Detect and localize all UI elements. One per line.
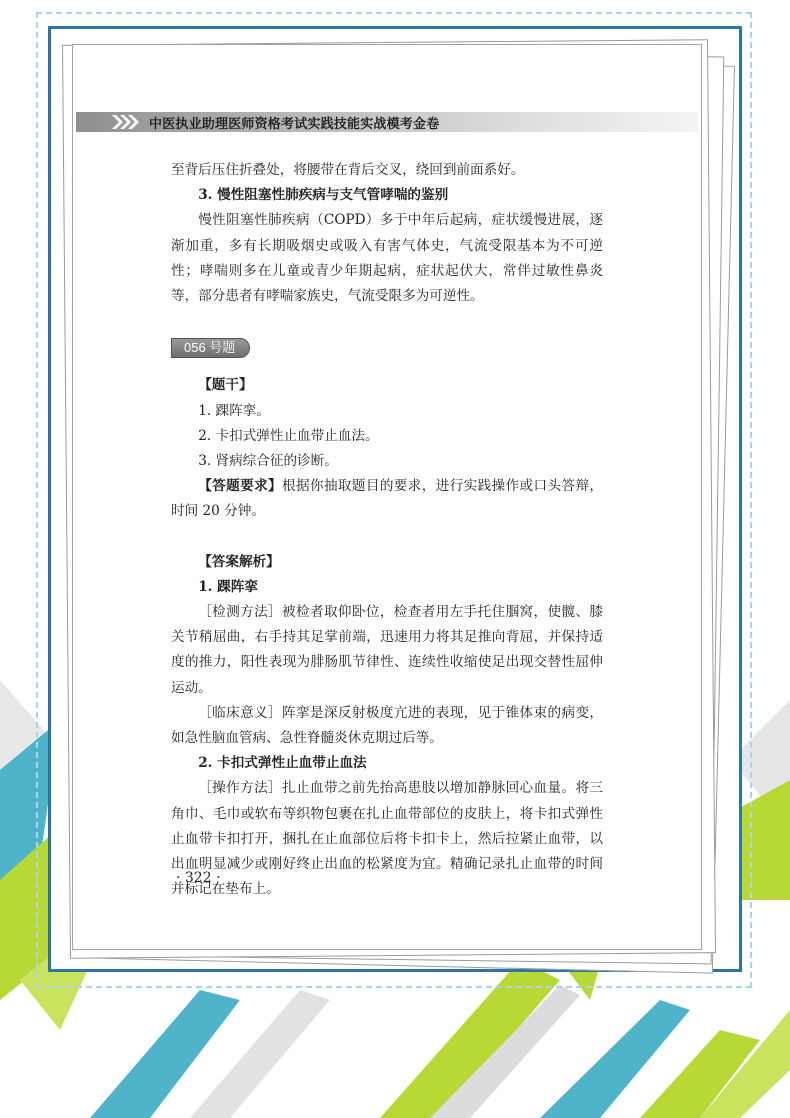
answer-heading: 2. 卡扣式弹性止血带止血法	[198, 755, 367, 772]
stem-label: 【题干】	[198, 377, 253, 394]
method-text: 被检者取仰卧位，检查者用左手托住腘窝，使髋、膝关节稍屈曲，右手持其足掌前端，迅速用力将其足推向背屈，并保持适度的推力，阳性表现为腓肠肌节律性、连续性收缩使足出现交替性屈伸运动。	[171, 604, 604, 696]
meaning-paragraph	[171, 701, 603, 751]
operation-text: 扎止血带之前先抬高患肢以增加静脉回心血量。将三角巾、毛巾或软布等织物包裹在扎止血带部位的皮肤上，将卡扣式弹性止血带卡扣打开，捆扎在止血部位后将卡扣卡上，然后拉紧止血带，以出血明显减少或刚好终止出血的松紧度为宜。精确记录扎止血带的时间并标记在垫布上。	[171, 780, 604, 898]
requirement-text: 根据你抽取题目的要求，进行实践操作或口头答辩，时间 20 分钟。	[171, 478, 604, 520]
operation-paragraph	[171, 776, 603, 902]
section-paragraph: 慢性阻塞性肺疾病（COPD）多于中年后起病，症状缓慢进展，逐渐加重，多有长期吸烟史或吸入有害气体史，气流受限基本为不可逆性；哮喘则多在儿童或青少年期起病，症状起伏大，常伴过敏性鼻炎等，部分患者有哮喘家族史，气流受限多为可逆性。	[171, 212, 603, 305]
requirement-paragraph	[171, 474, 603, 524]
stem-item: 3. 肾病综合征的诊断。	[198, 453, 338, 470]
question-badge-label: 056 号题	[171, 338, 250, 358]
operation-label: ［操作方法］	[198, 780, 283, 797]
page-number: · 322 ·	[176, 870, 221, 886]
continued-paragraph: 至背后压住折叠处，将腰带在背后交叉，绕回到前面系好。	[171, 162, 525, 178]
meaning-label: ［临床意义］	[198, 704, 283, 721]
answer-heading: 1. 踝阵挛	[198, 578, 258, 595]
meaning-text: 阵挛是深反射极度亢进的表现，见于锥体束的病变，如急性脑血管病、急性脊髓炎休克期过后等。	[171, 704, 604, 747]
stem-item: 1. 踝阵挛。	[198, 402, 270, 419]
method-label: ［检测方法］	[198, 604, 283, 621]
answer-label: 【答案解析】	[198, 553, 280, 570]
method-paragraph	[171, 600, 603, 701]
chevron-arrows-icon	[80, 112, 144, 132]
running-header-title: 中医执业助理医师资格考试实践技能实战模考金卷	[149, 117, 440, 132]
stem-item: 2. 卡扣式弹性止血带止血法。	[198, 427, 379, 444]
requirement-label: 【答题要求】	[198, 478, 283, 495]
question-number-badge	[171, 334, 603, 361]
section-heading: 3. 慢性阻塞性肺疾病与支气管哮喘的鉴别	[198, 187, 449, 204]
page-content	[171, 158, 603, 902]
